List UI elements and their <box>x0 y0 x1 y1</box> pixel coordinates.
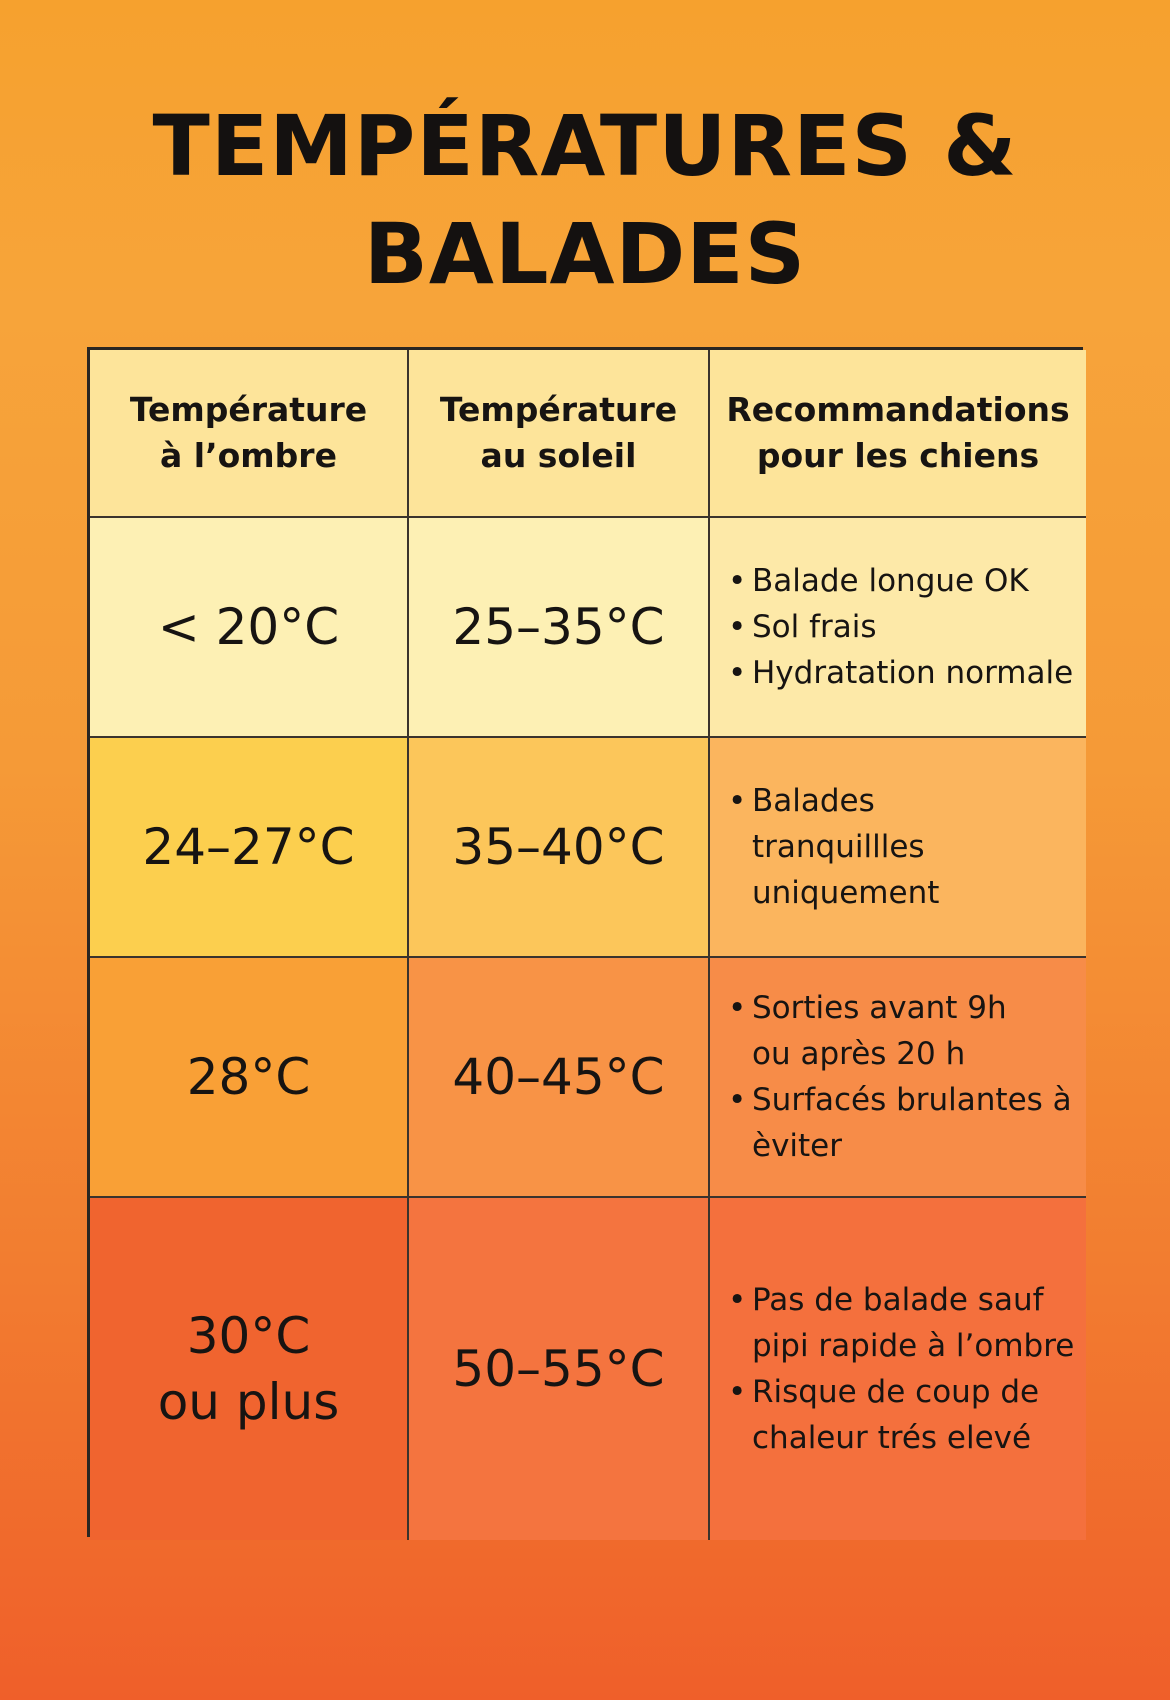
recommendation-list <box>724 558 1073 696</box>
recommendation-item: • Sorties avant 9h ou après 20 h <box>724 985 1017 1077</box>
sun-temp-cell <box>409 1198 710 1540</box>
recommendation-item: • Balade longue OK <box>724 558 1073 604</box>
header-sun-temperature <box>409 350 710 518</box>
shade-temp-cell <box>90 738 409 958</box>
page-title-line-2: BALADES <box>363 205 807 303</box>
header-reco-line-2: pour les chiens <box>756 436 1040 475</box>
recommendation-list <box>724 985 1078 1169</box>
recommendation-item: • Hydratation normale <box>724 650 1073 696</box>
sun-temp-cell <box>409 518 710 738</box>
recommendation-item: • Sol frais <box>724 604 1073 650</box>
recommendation-cell <box>710 1198 1086 1540</box>
shade-temp-value: < 20°C <box>157 598 340 656</box>
header-sun-line-1: Température <box>439 390 678 429</box>
header-sun-line-2: au soleil <box>480 436 637 475</box>
sun-temp-value: 50–55°C <box>452 1340 665 1398</box>
page-title <box>0 92 1170 308</box>
sun-temp-value: 35–40°C <box>452 818 665 876</box>
shade-temp-value: 24–27°C <box>142 818 355 876</box>
sun-temp-cell <box>409 738 710 958</box>
sun-temp-value: 40–45°C <box>452 1048 665 1106</box>
header-shade-line-1: Température <box>129 390 368 429</box>
sun-temp-value: 25–35°C <box>452 598 665 656</box>
recommendation-cell <box>710 958 1086 1198</box>
header-recommendations <box>710 350 1086 518</box>
page-title-line-1: TEMPÉRATURES & <box>152 97 1018 195</box>
shade-temp-cell <box>90 1198 409 1540</box>
recommendation-item: • Risque de coup de chaleur trés elevé <box>724 1369 1042 1461</box>
header-shade-temperature <box>90 350 409 518</box>
sun-temp-cell <box>409 958 710 1198</box>
shade-temp-cell <box>90 518 409 738</box>
shade-temp-cell <box>90 958 409 1198</box>
recommendation-list <box>724 778 942 916</box>
recommendation-list <box>724 1277 1078 1461</box>
temperature-table <box>87 347 1083 1537</box>
shade-temp-value: 28°C <box>186 1048 311 1106</box>
recommendation-cell <box>710 518 1086 738</box>
recommendation-item: • Pas de balade sauf pipi rapide à l’ombre <box>724 1277 1078 1369</box>
recommendation-cell <box>710 738 1086 958</box>
shade-temp-value: 30°C <box>186 1307 311 1365</box>
shade-temp-qualifier: ou plus <box>157 1373 340 1431</box>
header-shade-line-2: à l’ombre <box>160 436 337 475</box>
recommendation-item: • Balades tranquillles uniquement <box>724 778 942 916</box>
header-reco-line-1: Recommandations <box>726 390 1070 429</box>
recommendation-item: • Surfacés brulantes à èviter <box>724 1077 1078 1169</box>
